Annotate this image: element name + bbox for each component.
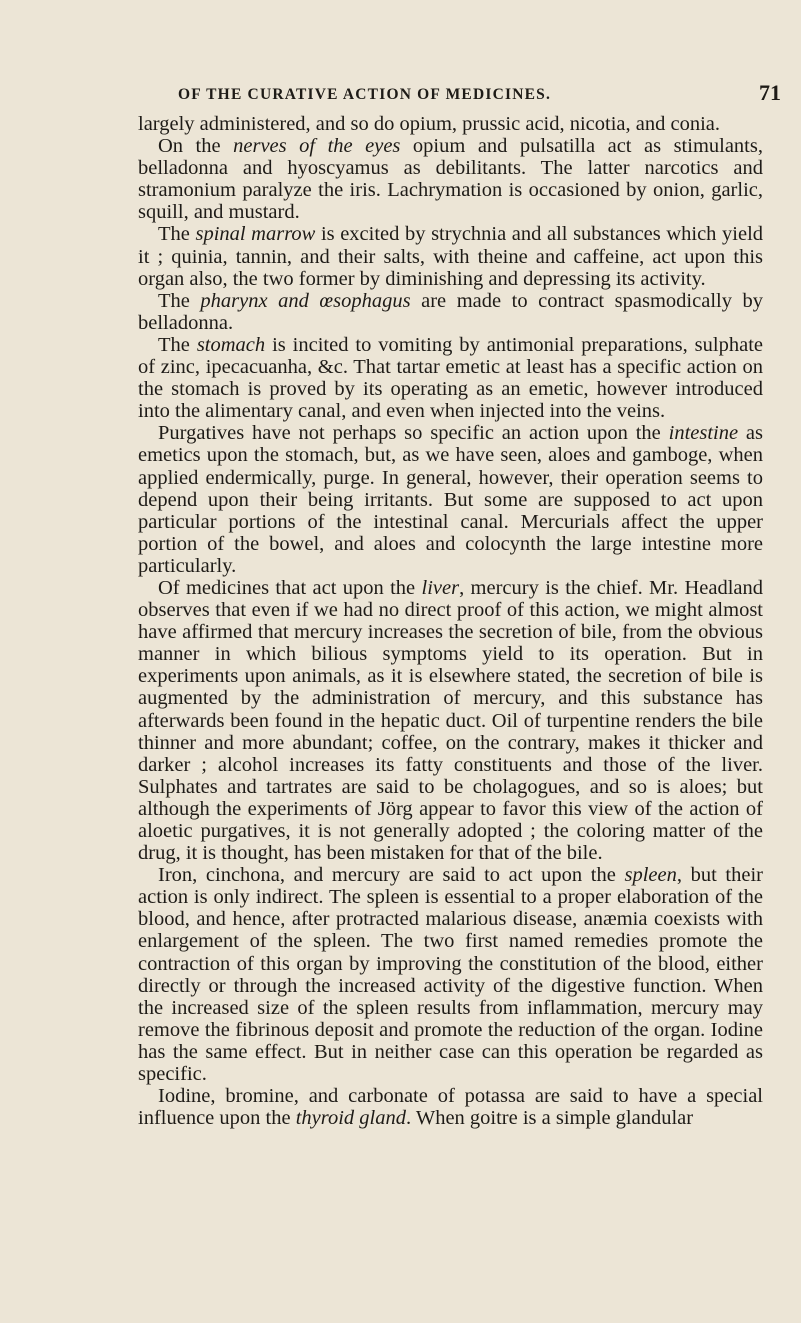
paragraph bbox=[138, 113, 763, 135]
paragraph bbox=[138, 864, 763, 1085]
text-run: largely administered, and so do opium, prussic acid, nicotia, and conia. bbox=[138, 113, 721, 135]
italic-term: liver bbox=[421, 576, 460, 599]
body-text bbox=[138, 113, 763, 1129]
text-run: The bbox=[158, 289, 201, 312]
paragraph bbox=[138, 422, 763, 577]
text-run: is incited to vomiting by antimonial preparations, sulphate of zinc, ipecacuanha, &c. That tartar emetic at least has a specific action on the stomach is proved by its operating as an emetic, however introduced into the alimentary canal, and even when injected into the veins. bbox=[138, 333, 763, 423]
italic-term: spleen bbox=[624, 864, 677, 887]
paragraph bbox=[138, 223, 763, 289]
paragraph bbox=[138, 334, 763, 422]
running-head: OF THE CURATIVE ACTION OF MEDICINES. bbox=[178, 86, 552, 103]
text-run: On the bbox=[158, 135, 234, 158]
italic-term: pharynx and œsophagus bbox=[200, 289, 411, 312]
italic-term: spinal marrow bbox=[195, 223, 316, 246]
paragraph bbox=[138, 135, 763, 223]
text-run: is excited by strychnia and all substances which yield it ; quinia, tannin, and their salts, with theine and caffeine, act upon this organ also, the two former by diminishing and depressing its activity. bbox=[138, 223, 764, 290]
text-run: The bbox=[158, 223, 196, 246]
paragraph bbox=[138, 1085, 763, 1129]
text-run: as emetics upon the stomach, but, as we have seen, aloes and gamboge, when applied endermically, purge. In general, however, their operation seems to depend upon their being irritants. But some are supposed to act upon particular portions of the intestinal canal. Mercurials affect the upper portion of the bowel, and aloes and colocynth the large intestine more particularly. bbox=[138, 422, 764, 577]
text-run: opium and pulsatilla act as stimulants, belladonna and hyoscyamus as debilitants. The latter narcotics and stramonium paralyze the iris. Lachrymation is occasioned by onion, garlic, squill, and mustard. bbox=[138, 135, 763, 224]
italic-term: intestine bbox=[668, 422, 739, 445]
text-run: are made to contract spasmodically by belladonna. bbox=[138, 289, 764, 334]
text-run: , but their action is only indirect. The spleen is essential to a proper elaboration of the blood, and hence, after protracted malarious disease, anæmia coexists with enlargement of the spleen. The two first named remedies promote the contraction of this organ by improving the constitution of the blood, either directly or through the increased activity of the digestive function. When the increased size of the spleen results from inflammation, mercury may remove the fibrinous deposit and promote the reduction of the organ. Iodine has the same effect. But in neither case can this operation be regarded as specific. bbox=[138, 864, 763, 1086]
italic-term: stomach bbox=[196, 333, 266, 356]
text-run: The bbox=[158, 333, 197, 356]
page-number: 71 bbox=[759, 80, 781, 105]
text-run: . When goitre is a simple glandular bbox=[405, 1107, 694, 1130]
text-run: Iodine, bromine, and carbonate of potassa are said to have a special influence upon the bbox=[138, 1085, 763, 1130]
text-run: Purgatives have not perhaps so specific an action upon the bbox=[158, 422, 669, 445]
text-run: Of medicines that act upon the bbox=[158, 576, 422, 599]
text-run: Iron, cinchona, and mercury are said to act upon the bbox=[158, 864, 625, 887]
italic-term: thyroid gland bbox=[295, 1107, 406, 1130]
italic-term: nerves of the eyes bbox=[233, 135, 401, 158]
text-run: , mercury is the chief. Mr. Headland observes that even if we had no direct proof of this action, we might almost have affirmed that mercury increases the secretion of bile, from the obvious manner in which bilious symptoms yield to its operation. But in experiments upon animals, as it is elsewhere stated, the secretion of bile is augmented by the administration of mercury, and this substance has afterwards been found in the hepatic duct. Oil of turpentine renders the bile thinner and more abundant; coffee, on the contrary, makes it thicker and darker ; alcohol increases its fatty constituents and those of the liver. Sulphates and tartrates are said to be cholagogues, and so is aloes; but although the experiments of Jörg appear to favor this view of the action of aloetic purgatives, it is not generally adopted ; the coloring matter of the drug, it is thought, has been mistaken for that of the bile. bbox=[138, 576, 763, 865]
paragraph bbox=[138, 577, 763, 864]
paragraph bbox=[138, 290, 763, 334]
